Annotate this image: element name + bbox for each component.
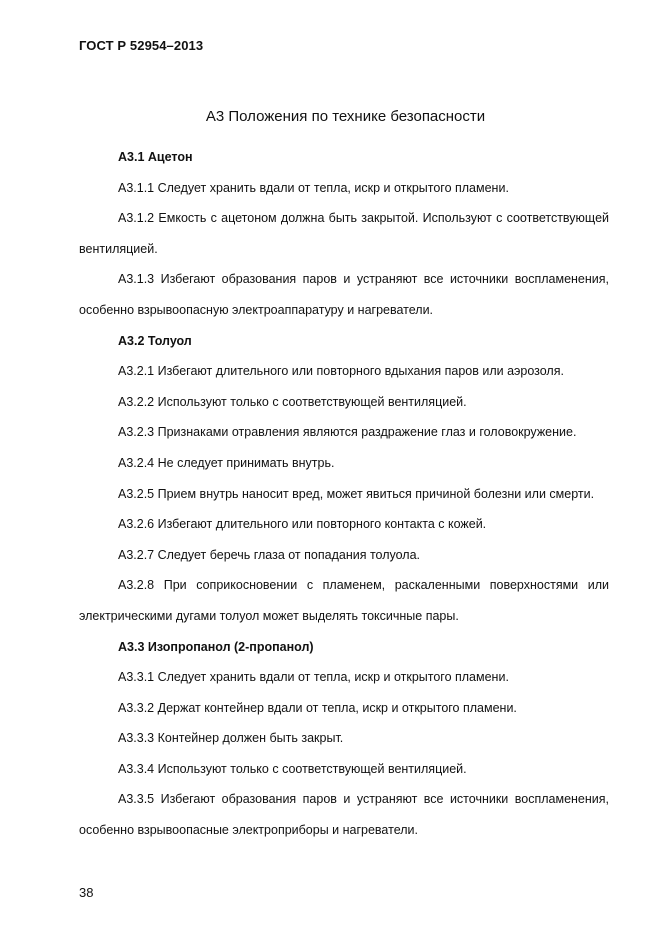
page-number: 38 bbox=[79, 885, 94, 900]
paragraph: А3.2.8 При соприкосновении с пламенем, раскаленными поверхностями или электрическими дугами толуол может выделять токсичные пары. bbox=[79, 578, 609, 623]
paragraph: А3.1.2 Емкость с ацетоном должна быть закрытой. Используют с соответствующей вентиляцией. bbox=[79, 211, 609, 256]
document-body bbox=[79, 142, 609, 846]
paragraph: А3.2.7 Следует беречь глаза от попадания толуола. bbox=[118, 547, 420, 562]
document-header: ГОСТ Р 52954–2013 bbox=[79, 38, 204, 53]
subsection-heading: А3.2 Толуол bbox=[118, 333, 192, 348]
paragraph: А3.3.3 Контейнер должен быть закрыт. bbox=[118, 731, 344, 746]
paragraph: А3.2.5 Прием внутрь наносит вред, может явиться причиной болезни или смерти. bbox=[118, 486, 595, 501]
paragraph: А3.3.1 Следует хранить вдали от тепла, искр и открытого пламени. bbox=[118, 670, 509, 685]
subsection-heading: А3.1 Ацетон bbox=[118, 150, 193, 164]
paragraph: А3.1.3 Избегают образования паров и устраняют все источники воспламенения, особенно взрывоопасную электроаппаратуру и нагреватели. bbox=[79, 272, 609, 317]
paragraph: А3.2.6 Избегают длительного или повторного контакта с кожей. bbox=[118, 517, 487, 532]
paragraph: А3.1.1 Следует хранить вдали от тепла, искр и открытого пламени. bbox=[118, 180, 509, 195]
subsection-heading: А3.3 Изопропанол (2-пропанол) bbox=[118, 639, 314, 654]
paragraph: А3.2.2 Используют только с соответствующей вентиляцией. bbox=[118, 394, 467, 409]
paragraph: А3.3.5 Избегают образования паров и устраняют все источники воспламенения, особенно взрывоопасные электроприборы и нагреватели. bbox=[79, 792, 609, 838]
section-title: А3 Положения по технике безопасности bbox=[205, 108, 486, 125]
paragraph: А3.2.3 Признаками отравления являются раздражение глаз и головокружение. bbox=[118, 425, 577, 440]
paragraph: А3.3.2 Держат контейнер вдали от тепла, искр и открытого пламени. bbox=[118, 700, 517, 715]
paragraph: А3.2.4 Не следует принимать внутрь. bbox=[118, 455, 335, 470]
paragraph: А3.3.4 Используют только с соответствующей вентиляцией. bbox=[118, 761, 467, 776]
paragraph: А3.2.1 Избегают длительного или повторного вдыхания паров или аэрозоля. bbox=[118, 364, 564, 379]
